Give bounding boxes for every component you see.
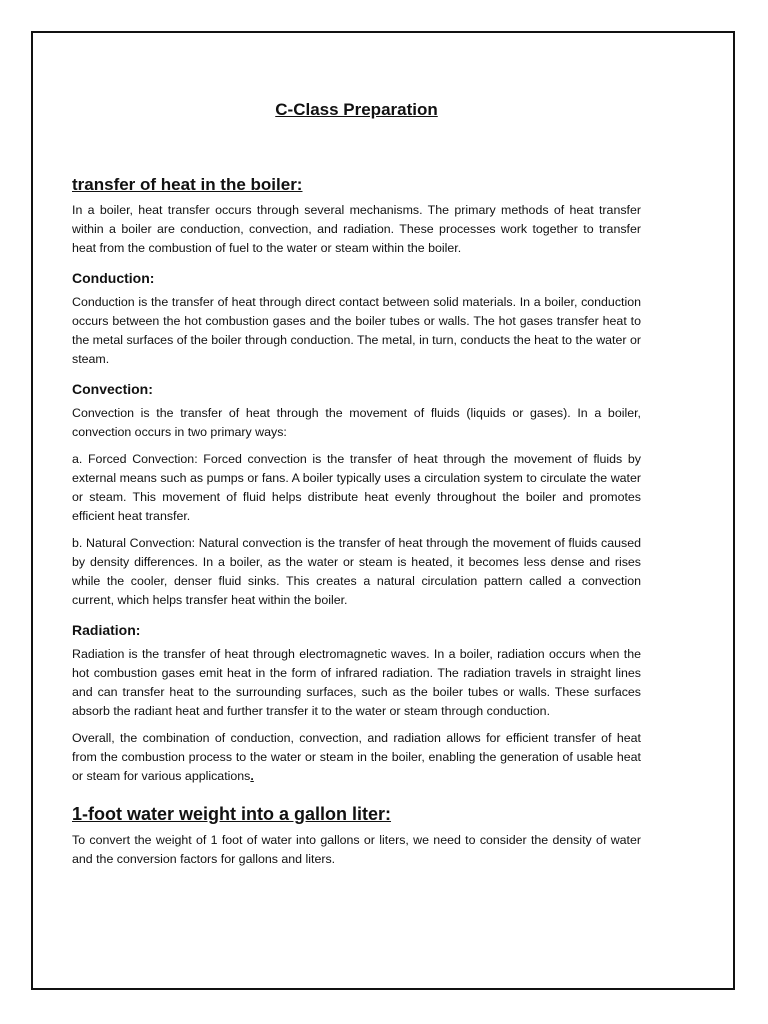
subheading-convection: Convection: bbox=[72, 381, 153, 397]
paragraph-overall-tail: . bbox=[250, 769, 254, 783]
subheading-conduction: Conduction: bbox=[72, 270, 155, 286]
paragraph-forced-convection: a. Forced Convection: Forced convection is the transfer of heat through the movement of fluids by external means such as pumps or fans. A boiler typically uses a circulation system to circulate the water or steam. This movement of fluid helps distribute heat evenly throughout the boiler and promotes efficient heat transfer. bbox=[72, 452, 641, 523]
paragraph-overall bbox=[72, 729, 641, 786]
document-title: C-Class Preparation bbox=[275, 100, 438, 119]
subheading-radiation: Radiation: bbox=[72, 622, 141, 638]
paragraph-water-weight: To convert the weight of 1 foot of water into gallons or liters, we need to consider the density of water and the conversion factors for gallons and liters. bbox=[72, 833, 641, 866]
section-heading-heat-transfer: transfer of heat in the boiler: bbox=[72, 175, 303, 194]
paragraph-overall-text: Overall, the combination of conduction, convection, and radiation allows for efficient transfer of heat from the combustion process to the water or steam in the boiler, enabling the generation of usable heat or steam for various applications bbox=[72, 731, 641, 783]
document-body bbox=[72, 100, 641, 877]
section-heading-water-weight: 1-foot water weight into a gallon liter: bbox=[72, 804, 392, 824]
paragraph-radiation: Radiation is the transfer of heat through electromagnetic waves. In a boiler, radiation occurs when the hot combustion gases emit heat in the form of infrared radiation. The radiation travels in straight lines and can transfer heat to the surrounding surfaces, such as the boiler tubes or walls. These surfaces absorb the radiant heat and further transfer it to the water or steam through conduction. bbox=[72, 647, 641, 718]
paragraph-convection: Convection is the transfer of heat through the movement of fluids (liquids or gases). In a boiler, convection occurs in two primary ways: bbox=[72, 406, 641, 439]
paragraph-intro: In a boiler, heat transfer occurs through several mechanisms. The primary methods of heat transfer within a boiler are conduction, convection, and radiation. These processes work together to transfer heat from the combustion of fuel to the water or steam within the boiler. bbox=[72, 203, 641, 255]
paragraph-conduction: Conduction is the transfer of heat through direct contact between solid materials. In a boiler, conduction occurs between the hot combustion gases and the boiler tubes or walls. The hot gases transfer heat to the metal surfaces of the boiler through conduction. The metal, in turn, conducts the heat to the water or steam. bbox=[72, 295, 641, 366]
paragraph-natural-convection: b. Natural Convection: Natural convection is the transfer of heat through the movement of fluids caused by density differences. In a boiler, as the water or steam is heated, it becomes less dense and rises while the cooler, denser fluid sinks. This creates a natural circulation pattern called a convection current, which helps transfer heat within the boiler. bbox=[72, 536, 641, 607]
